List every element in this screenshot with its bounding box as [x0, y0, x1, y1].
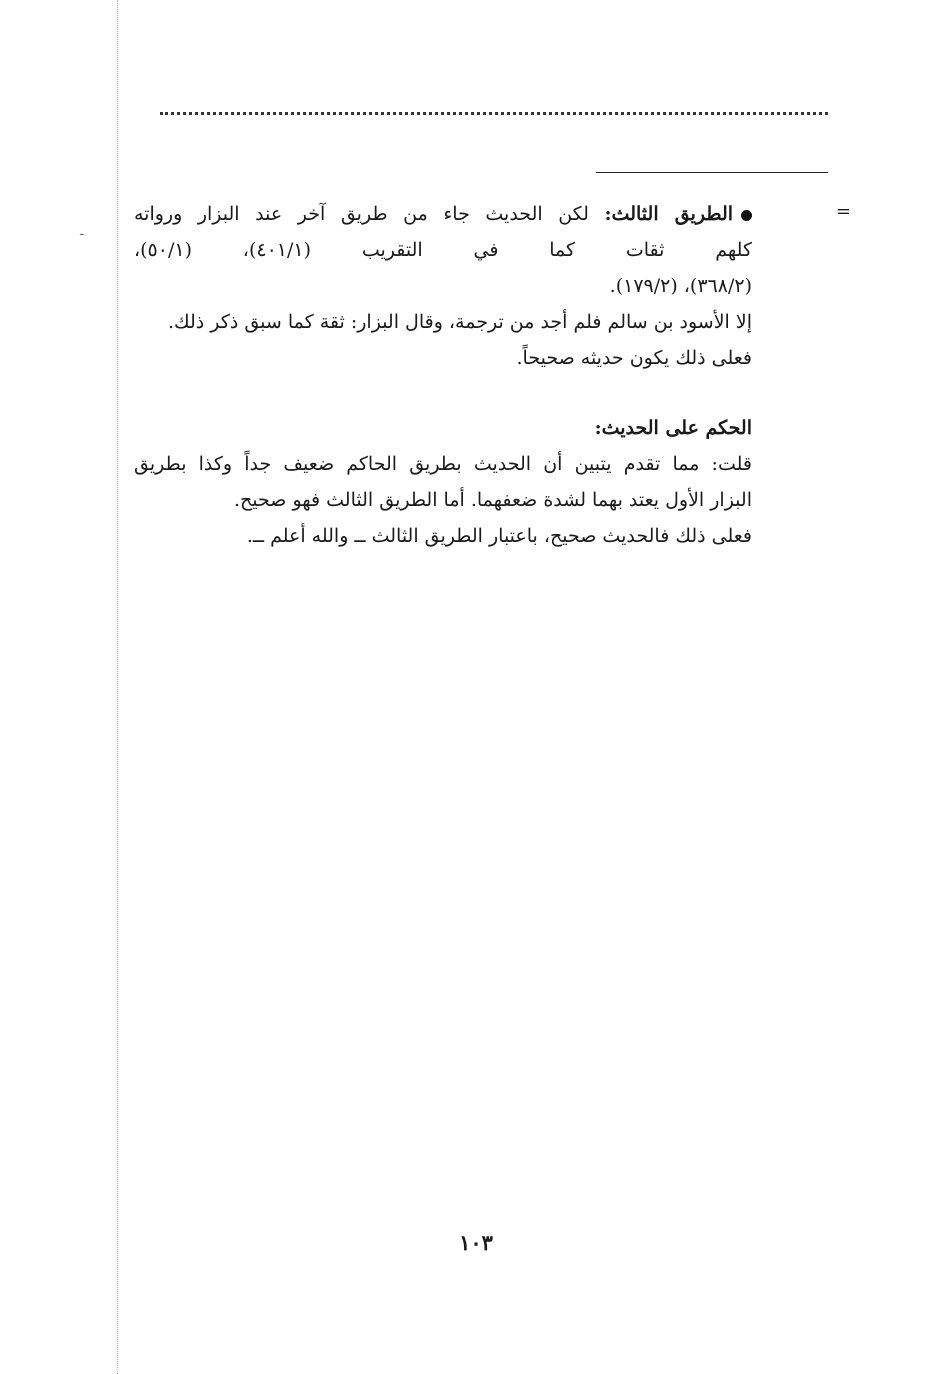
ruling-block	[134, 410, 752, 554]
continuation-mark: =	[836, 201, 852, 222]
ruling-line-3: فعلى ذلك فالحديث صحيح، باعتبار الطريق الثالث ــ والله أعلم ــ.	[246, 525, 752, 547]
footnote-line-5: فعلى ذلك يكون حديثه صحيحاً.	[516, 347, 752, 369]
ruling-line-2: البزار الأول يعتد بهما لشدة ضعفهما. أما الطريق الثالث فهو صحيح.	[233, 489, 752, 511]
header-dotted-rule	[160, 112, 828, 115]
binding-margin-line	[117, 0, 118, 1374]
footnote-separator-rule	[596, 172, 828, 173]
footnote-line-3: (٣٦٨/٢)، (١٧٩/٢).	[609, 275, 752, 297]
ruling-line-1: قلت: مما تقدم يتبين أن الحديث بطريق الحاكم ضعيف جداً وكذا بطريق	[134, 453, 752, 475]
footnote-block	[134, 196, 752, 376]
footnote-line-4: إلا الأسود بن سالم فلم أجد من ترجمة، وقال البزار: ثقة كما سبق ذكر ذلك.	[167, 311, 752, 333]
page-number: ١٠٣	[459, 1230, 493, 1255]
footnote-lead: الطريق الثالث:	[604, 203, 734, 225]
footnote-line-1-text: لكن الحديث جاء من طريق آخر عند البزار ورواته	[134, 203, 589, 225]
section-heading: الحكم على الحديث:	[594, 417, 752, 439]
footnote-line-1	[134, 196, 752, 232]
bullet-icon	[741, 210, 752, 221]
footnote-line-2: كلهم ثقات كما في التقريب (٤٠١/١)، (٥٠/١)،	[134, 239, 752, 261]
margin-tick: ـ	[80, 224, 84, 238]
